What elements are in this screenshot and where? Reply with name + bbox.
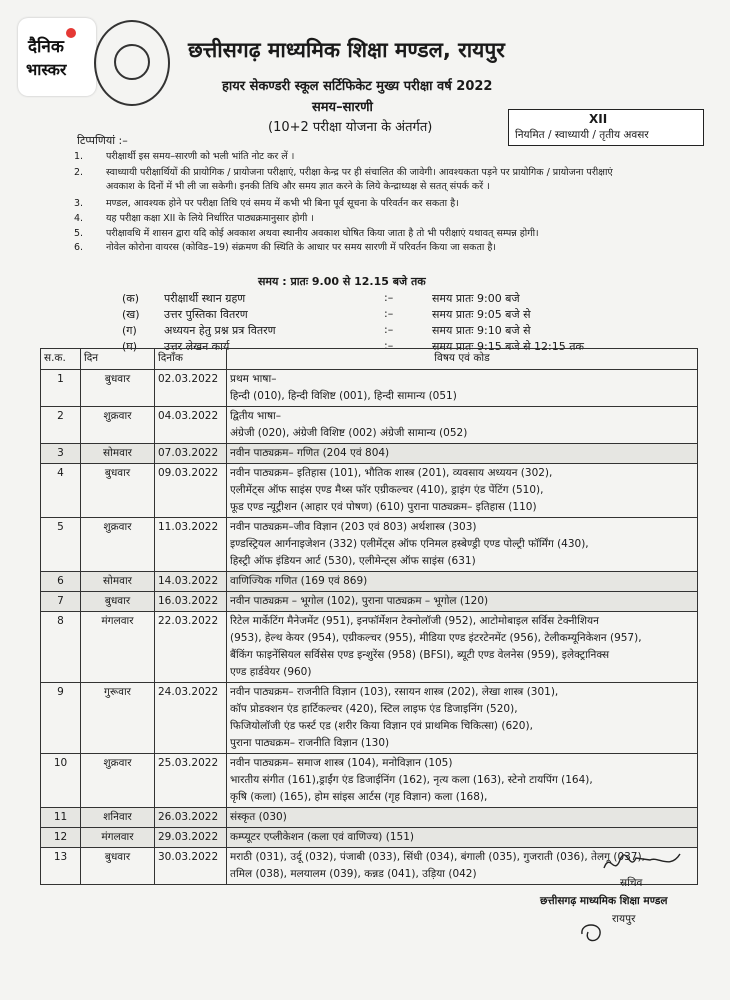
schedule-table [40,348,698,885]
procedure-l: उत्तर पुस्तिका वितरण [164,308,248,321]
table-row [41,828,698,848]
signatory-org: छत्तीसगढ़ माध्यमिक शिक्षा मण्डल [540,895,668,907]
note-text: अवकाश के दिनों में भी ली जा सकेगी। इनकी तिथि और समय ज्ञात करने के लिये केन्द्राध्यक्ष से सतत् संपर्क करें । [106,181,490,192]
cell-day: बुधवार [81,848,155,885]
table-row [41,808,698,828]
table-row [41,754,698,808]
subject-line: (953), हेल्थ केयर (954), एग्रीकल्चर (955), मीडिया एण्ड इंटरटेनमेंट (956), टेलीकम्यूनिकेशन (957), [230,632,642,644]
procedure-l: उत्तर लेखन कार्य [164,340,230,353]
cell-subject [227,683,698,754]
dainik-bhaskar-logo [18,18,96,96]
note-text: नोवेल कोरोना वायरस (कोविड–19) संक्रमण की स्थिति के आधार पर समय सारणी में परिवर्तन किया जा सकता है। [106,242,497,253]
cell-day: बुधवार [81,464,155,518]
table-row [41,848,698,885]
table-row [41,572,698,592]
cell-sn: 13 [41,848,81,885]
subject-line: एण्ड हार्डवेयर (960) [230,666,312,678]
cell-date: 07.03.2022 [155,444,227,464]
note-text: यह परीक्षा कक्षा XII के लिये निर्धारित पाठ्यक्रमानुसार होगी । [106,213,314,224]
note-item [74,197,714,211]
cell-day: शुक्रवार [81,518,155,572]
cell-day: शुक्रवार [81,754,155,808]
cell-date: 09.03.2022 [155,464,227,518]
cell-subject [227,444,698,464]
cell-day: बुधवार [81,592,155,612]
cell-day: मंगलवार [81,612,155,683]
subject-line: हिन्दी (010), हिन्दी विशिष्ट (001), हिन्दी सामान्य (051) [230,390,457,402]
signature-scribble [600,848,684,878]
subject-line: अंग्रेजी (020), अंग्रेजी विशिष्ट (002) अंग्रेजी सामान्य (052) [230,427,468,439]
cell-subject [227,592,698,612]
subject-line: नवीन पाठ्यक्रम– समाज शास्त्र (104), मनोविज्ञान (105) [230,757,453,769]
cell-sn: 3 [41,444,81,464]
schedule-title: समय–सारणी [312,100,373,115]
note-text: मण्डल, आवश्यक होने पर परीक्षा तिथि एवं समय में कभी भी बिना पूर्व सूचना के परिवर्तन कर सकता है। [106,198,459,209]
subject-line: रिटेल मार्केटिंग मैनेजमेंट (951), इनफॉर्मेशन टेक्नोलॉजी (952), आटोमोबाइल सर्विस टेक्नीशियन [230,615,599,627]
subject-line: फिजियोलॉजी एंड फर्स्ट एड (शरीर किया विज्ञान एवं प्राथमिक चिकित्सा) (620), [230,720,533,732]
cell-subject [227,370,698,407]
note-text: परीक्षावधि में शासन द्वारा यदि कोई अवकाश अथवा स्थानीय अवकाश घोषित किया जाता है तो भी परीक्षाएं यथावत् सम्पन्न होगी। [106,228,539,239]
subject-line: पुराना पाठ्यक्रम– राजनीति विज्ञान (130) [230,737,390,749]
table-row [41,592,698,612]
table-row [41,464,698,518]
procedure-k: (ख) [122,308,140,321]
procedure-s: :– [384,307,394,320]
subject-line: नवीन पाठ्यक्रम– इतिहास (101), भौतिक शास्त्र (201), व्यवसाय अध्ययन (302), [230,467,553,479]
subject-line: नवीन पाठ्यक्रम– गणित (204 एवं 804) [230,447,390,459]
cell-sn: 4 [41,464,81,518]
procedure-k: (घ) [122,340,138,353]
cell-date: 22.03.2022 [155,612,227,683]
procedure-k: (ग) [122,324,137,337]
subject-line: एलीमेंट्स ऑफ साइंस एण्ड मैथ्स फॉर एग्रीकल्चर (410), ड्राइंग एंड पेंटिंग (510), [230,484,544,496]
note-text: स्वाध्यायी परीक्षार्थियों की प्रायोगिक / प्रायोजना परीक्षाएं, परीक्षा केन्द्र पर ही संचालित की जावेगी। आवश्यकता पड़ने पर प्रायोगिक / प्रायोजना परीक्षाएं [106,167,613,178]
note-number: 6. [74,242,84,253]
cell-date: 29.03.2022 [155,828,227,848]
board-title: छत्तीसगढ़ माध्यमिक शिक्षा मण्डल, रायपुर [188,38,505,62]
subject-line: भारतीय संगीत (161),ड्राईंग एंड डिजाईनिंग (162), नृत्य कला (163), स्टेनो टायपिंग (164), [230,774,593,786]
cell-date: 14.03.2022 [155,572,227,592]
subject-line: बैंकिंग फाइनेंसियल सर्विसेस एण्ड इन्शुरेंस (958) (BFSI), ब्यूटी एण्ड वेलनेस (959), इलेक्ट्रानिक्स [230,649,610,661]
cell-sn: 2 [41,407,81,444]
cell-subject [227,612,698,683]
note-number: 1. [74,151,84,162]
time-heading: समय : प्रातः 9.00 से 12.15 बजे तक [258,275,426,288]
note-text: परीक्षार्थी इस समय–सारणी को भली भांति नोट कर लें । [106,151,295,162]
subject-line: तमिल (038), मलयालम (039), कन्नड (041), उड़िया (042) [230,868,477,880]
logo-line1: दैनिक [28,37,64,57]
procedure-l: अध्ययन हेतु प्रश्न प्रत्र वितरण [164,324,276,337]
cell-sn: 9 [41,683,81,754]
cell-sn: 11 [41,808,81,828]
cell-date: 04.03.2022 [155,407,227,444]
header-sn: स.क. [41,349,81,370]
subject-line: वाणिज्यिक गणित (169 एवं 869) [230,575,368,587]
note-item [74,150,714,164]
header-day: दिन [81,349,155,370]
cell-sn: 5 [41,518,81,572]
cell-date: 25.03.2022 [155,754,227,808]
subject-line: इण्डस्ट्रियल आर्गनाइजेशन (332) एलीमेंट्स ऑफ एनिमल हस्बेण्ड्री एण्ड पोल्ट्री फॉर्मिंग (430), [230,538,589,550]
procedure-l: परीक्षार्थी स्थान ग्रहण [164,292,246,305]
subject-line: मराठी (031), उर्दू (032), पंजाबी (033), सिंधी (034), बंगाली (035), गुजराती (036), तेलगू (037), [230,851,645,863]
table-row [41,683,698,754]
table-row [41,518,698,572]
table-row [41,444,698,464]
cell-subject [227,572,698,592]
procedure-v: समय प्रातः 9:00 बजे [432,292,520,305]
signatory-city: रायपुर [612,913,636,925]
subject-line: संस्कृत (030) [230,811,287,823]
note-item [74,166,714,194]
cell-date: 02.03.2022 [155,370,227,407]
procedure-s: :– [384,291,394,304]
note-item [74,241,714,255]
subject-line: नवीन पाठ्यक्रम–जीव विज्ञान (203 एवं 803) अर्थशास्त्र (303) [230,521,477,533]
logo-dot-icon [66,28,76,38]
cell-subject [227,828,698,848]
cell-date: 26.03.2022 [155,808,227,828]
header-date: दिनाँक [155,349,227,370]
board-seal-icon [94,20,170,106]
cell-day: सोमवार [81,572,155,592]
class-mode: नियमित / स्वाध्यायी / तृतीय अवसर [515,129,649,141]
cell-sn: 1 [41,370,81,407]
cell-day: शनिवार [81,808,155,828]
cell-sn: 8 [41,612,81,683]
procedure-v: समय प्रातः 9:15 बजे से 12:15 तक [432,340,584,353]
cell-sn: 12 [41,828,81,848]
subject-line: द्वितीय भाषा– [230,410,282,422]
procedure-k: (क) [122,292,140,305]
table-row [41,407,698,444]
subject-line: हिस्ट्री ऑफ इंडियन आर्ट (530), एलीमेन्ट्स ऑफ साइंस (631) [230,555,476,567]
table-row [41,612,698,683]
subject-line: नवीन पाठ्यक्रम– राजनीति विज्ञान (103), रसायन शास्त्र (202), लेखा शास्त्र (301), [230,686,559,698]
class-box [508,109,704,146]
cell-day: शुक्रवार [81,407,155,444]
procedure-s: :– [384,339,394,352]
cell-subject [227,808,698,828]
cell-day: गुरूवार [81,683,155,754]
table-row [41,370,698,407]
cell-sn: 6 [41,572,81,592]
cell-date: 24.03.2022 [155,683,227,754]
notes-title: टिप्पणियां :– [77,134,128,147]
note-number: 2. [74,167,84,178]
class-label: XII [589,112,608,126]
header-subject: विषय एवं कोड [227,349,698,370]
procedure-v: समय प्रातः 9:10 बजे से [432,324,531,337]
subject-line: प्रथम भाषा– [230,373,277,385]
subject-line: नवीन पाठ्यक्रम – भूगोल (102), पुराना पाठ्यक्रम – भूगोल (120) [230,595,489,607]
cell-day: मंगलवार [81,828,155,848]
cell-sn: 10 [41,754,81,808]
cell-date: 30.03.2022 [155,848,227,885]
logo-line2: भास्कर [26,60,67,79]
procedure-s: :– [384,323,394,336]
cell-subject [227,518,698,572]
cell-day: बुधवार [81,370,155,407]
cell-subject [227,754,698,808]
cell-subject [227,464,698,518]
scheme-subtitle: (10+2 परीक्षा योजना के अंतर्गत) [268,120,433,135]
subject-line: कम्प्यूटर एप्लीकेशन (कला एवं वाणिज्य) (151) [230,831,414,843]
initial-mark [576,918,608,946]
table-header-row [41,349,698,370]
note-item [74,212,714,226]
procedure-v: समय प्रातः 9:05 बजे से [432,308,531,321]
cell-date: 11.03.2022 [155,518,227,572]
note-number: 3. [74,198,84,209]
subject-line: फूड एण्ड न्यूट्रीशन (आहार एवं पोषण) (610) पुराना पाठ्यक्रम– इतिहास (110) [230,501,537,513]
cell-sn: 7 [41,592,81,612]
cell-day: सोमवार [81,444,155,464]
subject-line: कॉप प्रोडक्शन एंड हार्टिकल्चर (420), स्टिल लाइफ एंड डिजाइनिंग (520), [230,703,518,715]
signatory-title: सचिव [620,877,643,889]
cell-subject [227,407,698,444]
subject-line: कृषि (कला) (165), होम सांइस आर्टस (गृह विज्ञान) कला (168), [230,791,488,803]
exam-title: हायर सेकण्डरी स्कूल सर्टिफिकेट मुख्य परीक्षा वर्ष 2022 [222,79,493,94]
cell-date: 16.03.2022 [155,592,227,612]
note-item [74,227,714,241]
note-number: 4. [74,213,84,224]
note-number: 5. [74,228,84,239]
